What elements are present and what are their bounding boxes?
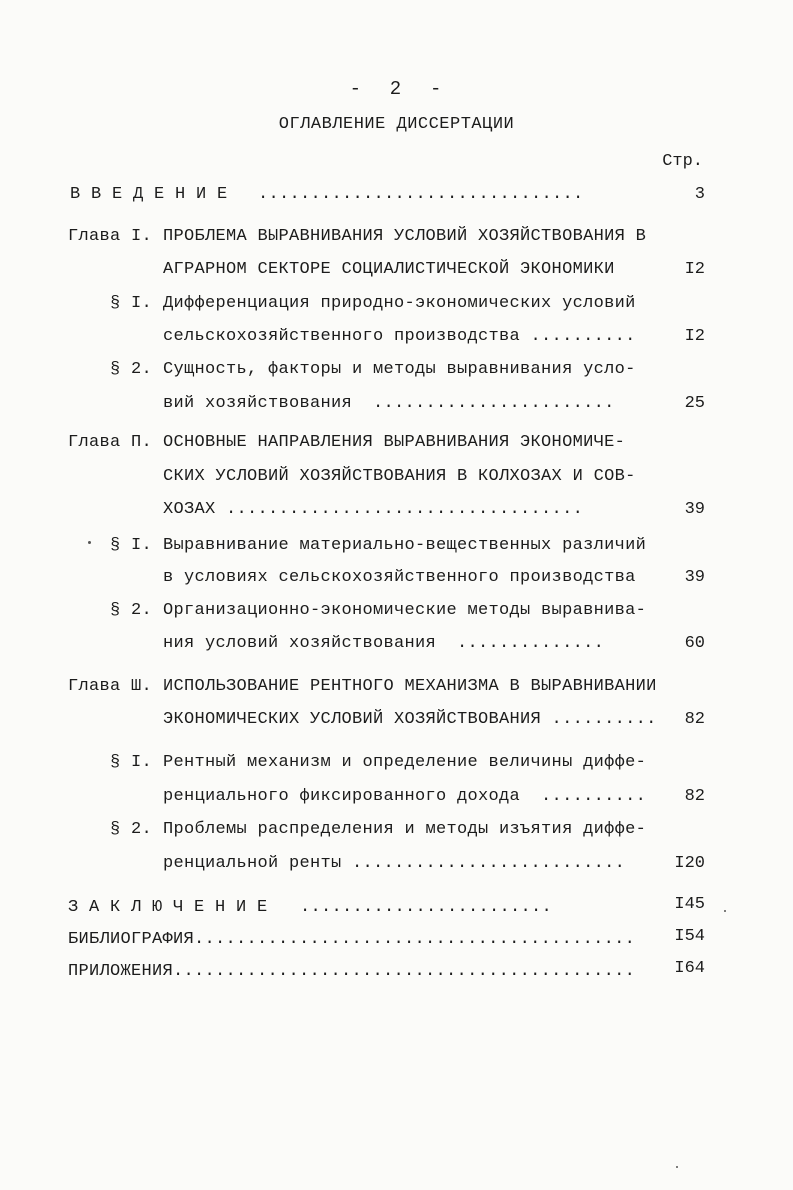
page-title: ОГЛАВЛЕНИЕ ДИССЕРТАЦИИ: [278, 115, 515, 134]
toc-conclusion-label: З А К Л Ю Ч Е Н И Е: [68, 898, 268, 917]
scan-speck: [676, 1166, 678, 1168]
toc-ch2-title-line2: СКИХ УСЛОВИЙ ХОЗЯЙСТВОВАНИЯ В КОЛХОЗАХ И СОВ-: [163, 467, 636, 486]
toc-ch3-s1-number: § I.: [110, 753, 153, 772]
toc-ch2-s2-line2: ния условий хозяйствования ..............: [163, 634, 605, 653]
toc-bibliography-page: I54: [674, 927, 705, 946]
toc-ch1-s2-number: § 2.: [110, 360, 153, 379]
toc-ch3-s1-line1: Рентный механизм и определение величины диффе-: [163, 753, 647, 772]
toc-ch2-s2-line1: Организационно-экономические методы выравнива-: [163, 601, 647, 620]
toc-ch1-prefix: Глава I.: [68, 227, 153, 246]
toc-ch1-s2-line2: вий хозяйствования .......................: [163, 394, 615, 413]
toc-ch3-s2-line2: ренциальной ренты ..........................: [163, 854, 626, 873]
toc-intro-dots: ...............................: [258, 185, 584, 204]
toc-intro-label: В В Е Д Е Н И Е: [70, 185, 228, 204]
toc-ch2-page: 39: [684, 500, 705, 519]
scan-speck: [724, 910, 726, 912]
toc-ch1-s2-page: 25: [684, 394, 705, 413]
toc-ch3-title-line1: ИСПОЛЬЗОВАНИЕ РЕНТНОГО МЕХАНИЗМА В ВЫРАВНИВАНИИ: [163, 677, 657, 696]
scan-speck: [88, 541, 91, 544]
toc-ch2-s1-page: 39: [684, 568, 705, 587]
toc-ch2-s1-number: § I.: [110, 536, 153, 555]
toc-ch2-title-line1: ОСНОВНЫЕ НАПРАВЛЕНИЯ ВЫРАВНИВАНИЯ ЭКОНОМИЧЕ-: [163, 433, 626, 452]
toc-ch3-s2-page: I20: [674, 854, 705, 873]
toc-ch2-s2-number: § 2.: [110, 601, 153, 620]
toc-ch2-s1-line2: в условиях сельскохозяйственного производства: [163, 568, 636, 587]
toc-appendix-page: I64: [674, 959, 705, 978]
toc-ch2-prefix: Глава П.: [68, 433, 153, 452]
toc-ch2-title-line3: ХОЗАХ ..................................: [163, 500, 584, 519]
toc-bibliography-label: БИБЛИОГРАФИЯ..........................................: [68, 930, 636, 949]
toc-appendix-label: ПРИЛОЖЕНИЯ............................................: [68, 962, 636, 981]
toc-ch1-title-line2: АГРАРНОМ СЕКТОРЕ СОЦИАЛИСТИЧЕСКОЙ ЭКОНОМИКИ: [163, 260, 615, 279]
toc-conclusion-page: I45: [674, 895, 705, 914]
toc-ch1-s1-line1: Дифференциация природно-экономических условий: [163, 294, 636, 313]
toc-ch1-title-line1: ПРОБЛЕМА ВЫРАВНИВАНИЯ УСЛОВИЙ ХОЗЯЙСТВОВАНИЯ В: [163, 227, 647, 246]
toc-ch3-prefix: Глава Ш.: [68, 677, 153, 696]
toc-ch3-s2-number: § 2.: [110, 820, 153, 839]
toc-ch3-s2-line1: Проблемы распределения и методы изъятия диффе-: [163, 820, 647, 839]
toc-ch1-s1-number: § I.: [110, 294, 153, 313]
toc-ch1-s2-line1: Сущность, факторы и методы выравнивания усло-: [163, 360, 636, 379]
toc-ch3-s1-line2: ренциального фиксированного дохода ..........: [163, 787, 647, 806]
toc-ch3-s1-page: 82: [684, 787, 705, 806]
toc-ch2-s2-page: 60: [684, 634, 705, 653]
toc-ch1-s1-line2: сельскохозяйственного производства ..........: [163, 327, 636, 346]
toc-ch2-s1-line1: Выравнивание материально-вещественных различий: [163, 536, 647, 555]
toc-ch1-s1-page: I2: [684, 327, 705, 346]
toc-intro-page: 3: [694, 185, 705, 204]
toc-conclusion-dots: ........................: [300, 898, 553, 917]
page-column-header: Стр.: [662, 152, 703, 171]
page-number: - 2 -: [349, 78, 444, 100]
toc-ch1-page: I2: [684, 260, 705, 279]
toc-ch3-page: 82: [684, 710, 705, 729]
toc-ch3-title-line2: ЭКОНОМИЧЕСКИХ УСЛОВИЙ ХОЗЯЙСТВОВАНИЯ ..........: [163, 710, 657, 729]
